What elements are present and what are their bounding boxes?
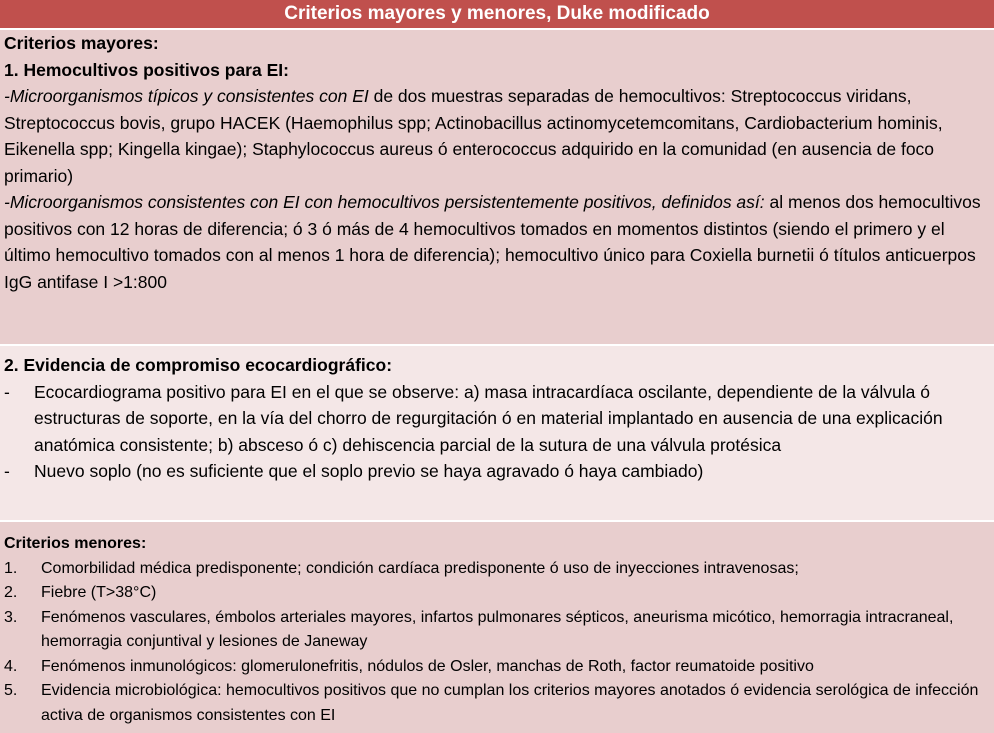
list-item-text: Fenómenos vasculares, émbolos arteriales mayores, infartos pulmonares sépticos, aneurisma micótico, hemorragia intracraneal, hemorragia conjuntival y lesiones de Janeway bbox=[41, 608, 954, 650]
list-item bbox=[4, 679, 994, 728]
criterion-1-paragraph-2 bbox=[4, 189, 994, 295]
list-marker: - bbox=[4, 381, 10, 402]
list-item bbox=[4, 655, 994, 680]
criterion-1-p2-text: al menos dos hemocultivos positivos con 12 horas de diferencia; ó 3 ó más de 4 hemocultivos tomados en momentos distintos (siendo el primero y el último hemocultivo tomados con al menos 1 hora de diferencia); hemocultivo único para Coxiella burnetii ó títulos anticuerpos IgG antifase I >1:800 bbox=[4, 192, 981, 292]
criterion-1-paragraph-1 bbox=[4, 83, 994, 189]
minor-criteria-cell bbox=[0, 522, 994, 733]
minor-criteria-heading: Criterios menores: bbox=[4, 535, 147, 552]
list-item bbox=[4, 379, 994, 459]
list-item-text: Evidencia microbiológica: hemocultivos positivos que no cumplan los criterios mayores anotados ó evidencia serológica de infección activa de organismos consistentes con EI bbox=[41, 682, 979, 724]
list-item bbox=[4, 606, 994, 655]
major-criteria-heading: Criterios mayores: bbox=[4, 33, 159, 53]
list-item-text: Nuevo soplo (no es suficiente que el soplo previo se haya agravado ó haya cambiado) bbox=[34, 461, 704, 481]
list-marker: 3. bbox=[4, 608, 18, 626]
list-marker: - bbox=[4, 461, 10, 481]
list-marker: 4. bbox=[4, 657, 18, 675]
list-item-text: Comorbilidad médica predisponente; condición cardíaca predisponente ó uso de inyecciones intravenosas; bbox=[41, 559, 799, 577]
list-item-text: Ecocardiograma positivo para EI en el que se observe: a) masa intracardíaca oscilante, dependiente de la válvula ó estructuras de soporte, en la vía del chorro de regurgitación ó en material implantado en ausencia de una explicación anatómica consistente; b) absceso ó c) dehiscencia parcial de la sutura de una válvula protésica bbox=[34, 381, 943, 455]
criterion-1-p1-text: de dos muestras separadas de hemocultivos: Streptococcus viridans, Streptococcus bovis, grupo HACEK (Haemophilus spp; Actinobacillus actinomycetemcomitans, Cardiobacterium hominis, Eikenella spp; Kingella kingae); Staphylococcus aureus ó enterococcus adquirido en la comunidad (en ausencia de foco primario) bbox=[4, 86, 943, 186]
major-criteria-cell-1 bbox=[0, 30, 994, 344]
minor-criteria-list bbox=[4, 557, 994, 729]
list-item bbox=[4, 557, 994, 582]
list-item bbox=[4, 458, 994, 485]
criterion-2-title: 2. Evidencia de compromiso ecocardiográfico: bbox=[4, 355, 393, 375]
list-item-text: Fenómenos inmunológicos: glomerulonefritis, nódulos de Osler, manchas de Roth, factor reumatoide positivo bbox=[41, 657, 814, 675]
criterion-1-p2-italic: -Microorganismos consistentes con EI con hemocultivos persistentemente positivos, definidos así: bbox=[4, 192, 765, 212]
table-header: Criterios mayores y menores, Duke modificado bbox=[0, 0, 994, 28]
list-marker: 5. bbox=[4, 682, 18, 699]
criterion-2-list bbox=[4, 379, 994, 485]
list-marker: 2. bbox=[4, 584, 18, 601]
list-item-text: Fiebre (T>38°C) bbox=[41, 584, 157, 601]
criterion-1-p1-italic: -Microorganismos típicos y consistentes con EI bbox=[4, 86, 369, 106]
criterion-1-title: 1. Hemocultivos positivos para EI: bbox=[4, 59, 289, 80]
list-item bbox=[4, 581, 994, 606]
list-marker: 1. bbox=[4, 559, 18, 577]
major-criteria-cell-2 bbox=[0, 346, 994, 520]
